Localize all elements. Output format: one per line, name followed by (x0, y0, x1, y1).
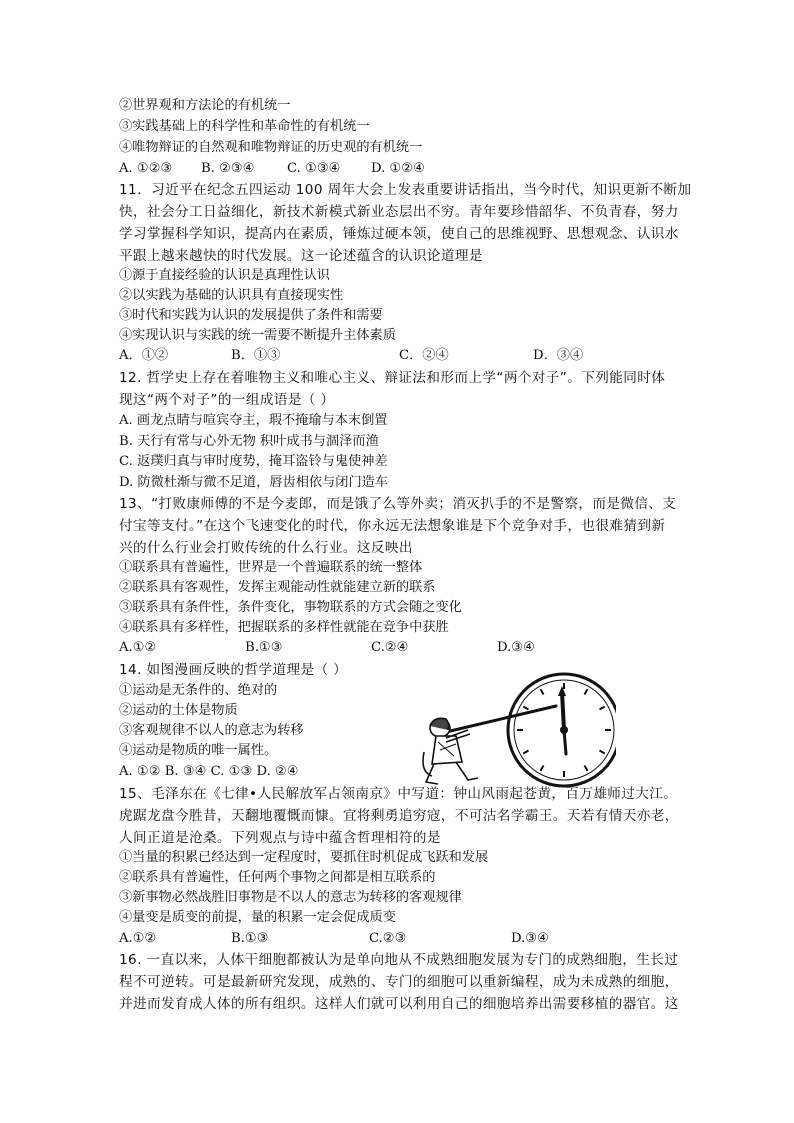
q13-answers (119, 638, 535, 658)
q11-answer-d: D．③④ (533, 348, 584, 363)
q14-option-2: ②运动的土体是物质 (119, 703, 238, 718)
q13-option-2: ②联系具有客观性，发挥主观能动性就能建立新的联系 (119, 580, 436, 595)
q13-answer-c: C.②④ (371, 640, 409, 655)
q16-stem-line-2: 程不可逆转。可是最新研究发现，成熟的、专门的细胞可以重新编程，成为未成熟的细胞， (119, 974, 679, 990)
q13-option-3: ③联系具有条件性，条件变化，事物联系的方式会随之变化 (119, 600, 462, 615)
q14-stem: 14. 如图漫画反映的哲学道理是（ ） (119, 662, 348, 678)
q11-option-3: ③时代和实践为认识的发展提供了条件和需要 (119, 308, 383, 323)
q14-option-3: ③客观规律不以人的意志为转移 (119, 723, 304, 738)
q11-stem-line-4: 平跟上越来越快的时代发展。这一论述蕴含的认识论道理是 (119, 248, 483, 264)
cartoon-man-pushing-clock-image (416, 672, 616, 798)
q10-answers (119, 159, 425, 179)
q11-stem-line-3: 学习掌握科学知识，提高内在素质，锤炼过硬本领，使自己的思维视野、思想观念、认识水 (119, 226, 679, 242)
q11-stem-line-2: 快，社会分工日益细化，新技术新模式新业态层出不穷。青年要珍惜韶华、不负青春，努力 (119, 204, 679, 220)
q11-option-1: ①源于直接经验的认识是真理性认识 (119, 268, 330, 283)
q11-answers (119, 346, 583, 366)
q15-answer-a: A.①② (119, 931, 157, 946)
q15-answer-d: D.③④ (511, 931, 549, 946)
q12-stem-line-2: 现这“两个对子”的一组成语是（ ） (119, 392, 335, 408)
q15-stem-line-3: 人间正道是沧桑。下列观点与诗中蕴含哲理相符的是 (119, 830, 441, 846)
q16-stem-line-1: 16. 一直以来，人体干细胞都被认为是单向地从不成熟细胞发展为专门的成熟细胞，生长过 (119, 952, 679, 968)
q12-stem-line-1: 12. 哲学史上存在着唯物主义和唯心主义、辩证法和形而上学“两个对子”。下列能同时体 (119, 370, 666, 386)
q14-answers: A. ①② B. ③④ C. ①③ D. ②④ (119, 764, 299, 779)
q13-option-1: ①联系具有普遍性，世界是一个普遍联系的统一整体 (119, 560, 423, 575)
q11-answer-b: B．①③ (231, 348, 281, 363)
q11-answer-a: A．①② (119, 348, 169, 363)
q10-answer-a: A. ①②③ (119, 161, 173, 176)
q16-stem-line-3: 并进而发育成人体的所有组织。这样人们就可以利用自己的细胞培养出需要移植的器官。这 (119, 996, 679, 1012)
q10-option-2: ②世界观和方法论的有机统一 (119, 98, 291, 113)
q15-option-3: ③新事物必然战胜旧事物是不以人的意志为转移的客观规律 (119, 890, 462, 905)
q15-answer-c: C.②③ (369, 931, 407, 946)
q13-stem-line-3: 兴的什么行业会打败传统的什么行业。这反映出 (119, 540, 413, 556)
q15-stem-line-2: 虎踞龙盘今胜昔，天翻地覆慨而慷。宜将剩勇追穷寇，不可沽名学霸王。天若有情天亦老， (119, 808, 679, 824)
q13-stem-line-1: 13、“打败康师傅的不是今麦郎，而是饿了么等外卖；消灭扒手的不是警察，而是微信、支 (119, 496, 677, 512)
q13-answer-d: D.③④ (497, 640, 535, 655)
q12-option-b: B. 天行有常与心外无物 积叶成书与涸泽而渔 (119, 434, 379, 449)
q13-answer-a: A.①② (119, 640, 157, 655)
q13-option-4: ④联系具有多样性，把握联系的多样性就能在竞争中获胜 (119, 620, 449, 635)
q10-option-4: ④唯物辩证的自然观和唯物辩证的历史观的有机统一 (119, 140, 423, 155)
q10-answer-b: B. ②③④ (201, 161, 255, 176)
q14-option-4: ④运动是物质的唯一属性。 (119, 743, 278, 758)
q10-answer-d: D. ①②④ (371, 161, 425, 176)
q10-answer-c: C. ①③④ (287, 161, 341, 176)
q15-option-2: ②联系具有普遍性，任何两个事物之间都是相互联系的 (119, 870, 436, 885)
q11-answer-c: C．②④ (399, 348, 449, 363)
q15-stem-line-1: 15、毛泽东在《七律•人民解放军占领南京》中写道：钟山风雨起苍黄，百万雄师过大江。 (119, 786, 678, 802)
q15-option-1: ①当量的积累已经达到一定程度时，要抓住时机促成飞跃和发展 (119, 850, 489, 865)
q11-option-2: ②以实践为基础的认识具有直接现实性 (119, 288, 344, 303)
q13-answer-b: B.①③ (245, 640, 283, 655)
q15-option-4: ④量变是质变的前提，量的积累一定会促成质变 (119, 910, 396, 925)
q11-option-4: ④实现认识与实践的统一需要不断提升主体素质 (119, 328, 396, 343)
q10-option-3: ③实践基础上的科学性和革命性的有机统一 (119, 119, 370, 134)
q13-stem-line-2: 付宝等支付。”在这个飞速变化的时代，你永远无法想象谁是下个竞争对手，也很难猜到新 (119, 518, 666, 534)
q15-answer-b: B.①③ (231, 931, 269, 946)
q12-option-a: A. 画龙点睛与喧宾夺主，瑕不掩瑜与本末倒置 (119, 413, 388, 428)
q12-option-d: D. 防微杜渐与微不足道，唇齿相依与闭门造车 (119, 475, 389, 490)
q15-answers (119, 929, 549, 949)
q11-stem-line-1: 11．习近平在纪念五四运动 100 周年大会上发表重要讲话指出，当今时代，知识更新不断加 (119, 182, 692, 198)
q14-option-1: ①运动是无条件的、绝对的 (119, 683, 278, 698)
q12-option-c: C. 返璞归真与审时度势，掩耳盗铃与鬼使神差 (119, 454, 388, 469)
